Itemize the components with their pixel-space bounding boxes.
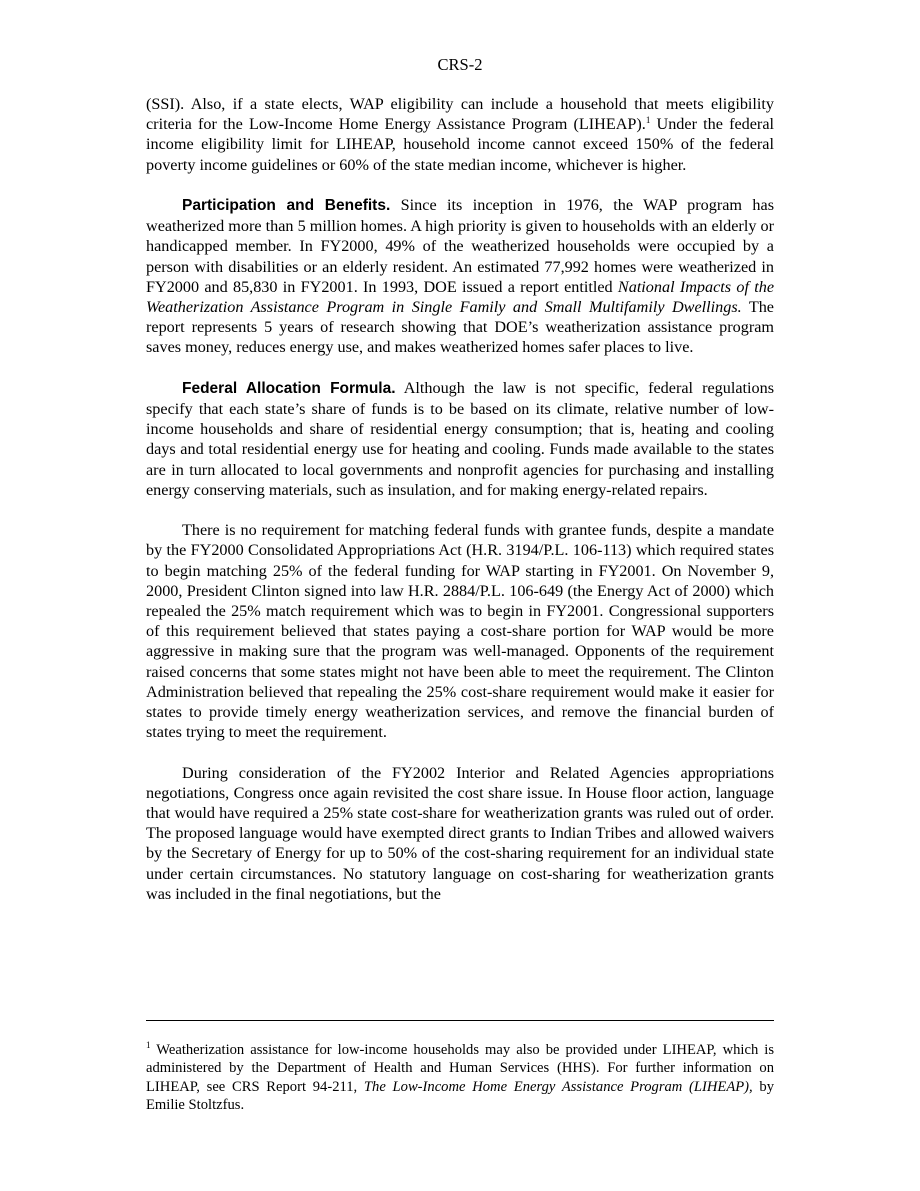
body-text	[146, 94, 774, 924]
footnote-text: Weatherization assistance for low-income households may also be provided under LIHEAP, which is administered by the Department of Health and Human Services (HHS). For further information on LIHEAP, see CRS Report 94-211,	[146, 1042, 774, 1095]
paragraph-participation	[146, 195, 774, 358]
paragraph-allocation	[146, 378, 774, 500]
section-heading-allocation: Federal Allocation Formula.	[182, 379, 396, 397]
paragraph-fy2002: During consideration of the FY2002 Interior and Related Agencies appropriations negotiations, Congress once again revisited the cost share issue. In House floor action, language that would have required a 25% state cost-share for weatherization grants was ruled out of order. The proposed language would have exempted direct grants to Indian Tribes and allowed waivers by the Secretary of Energy for up to 50% of the cost-sharing requirement for an individual state under certain circumstances. No statutory language on cost-sharing for weatherization grants was included in the final negotiations, but the	[146, 763, 774, 903]
footnote-separator	[146, 1020, 774, 1021]
paragraph-text: (SSI). Also, if a state elects, WAP eligibility can include a household that meets eligibility criteria for the Low-Income Home Energy Assistance Program (LIHEAP).	[146, 95, 774, 134]
report-title: National Impacts of the Weatherization Assistance Program in Single Family and Small Multifamily Dwellings.	[146, 277, 775, 317]
paragraph-matching-funds: There is no requirement for matching federal funds with grantee funds, despite a mandate by the FY2000 Consolidated Appropriations Act (H.R. 3194/P.L. 106-113) which required states to begin matching 25% of the federal funding for WAP starting in FY2001. On November 9, 2000, President Clinton signed into law H.R. 2884/P.L. 106-649 (the Energy Act of 2000) which repealed the 25% match requirement which was to begin in FY2001. Congressional supporters of this requirement believed that states paying a cost-share portion for WAP would be more aggressive in making sure that the program was well-managed. Opponents of the requirement raised concerns that some states might not have been able to meet the requirement. The Clinton Administration believed that repealing the 25% cost-share requirement would make it easier for states to provide timely energy weatherization services, and remove the financial burden of states trying to meet the requirement.	[146, 521, 774, 742]
paragraph-text: Since its inception in 1976, the WAP program has weatherized more than 5 million homes. A high priority is given to households with an elderly or handicapped member. In FY2000, 49% of the weatherized households were occupied by a person with disabilities or an elderly resident. An estimated 77,992 homes were weatherized in FY2000 and 85,830 in FY2001. In 1993, DOE issued a report entitled	[146, 196, 774, 296]
section-heading-participation: Participation and Benefits.	[182, 197, 391, 214]
paragraph-text: The report represents 5 years of research showing that DOE’s weatherization assistance program saves money, reduces energy use, and makes weatherized homes safer places to live.	[146, 298, 774, 357]
paragraph-text: Under the federal income eligibility limit for LIHEAP, household income cannot exceed 150% of the federal poverty income guidelines or 60% of the state median income, whichever is higher.	[146, 115, 775, 174]
page-number-header: CRS-2	[437, 55, 483, 74]
footnote-text: by Emilie Stoltzfus.	[146, 1078, 775, 1114]
footnote-report-title: The Low-Income Home Energy Assistance Program (LIHEAP),	[363, 1078, 753, 1095]
footnote	[146, 1041, 774, 1115]
paragraph-eligibility	[146, 94, 774, 175]
footnote-1	[146, 1041, 774, 1115]
footnote-reference[interactable]: 1	[645, 115, 651, 126]
footnote-number: 1	[146, 1040, 151, 1050]
paragraph-text: Although the law is not specific, federal regulations specify that each state’s share of funds is to be based on its climate, relative number of low-income households and share of residential energy consumption; that is, heating and cooling days and total residential energy use for heating and cooling. Funds made available to the states are in turn allocated to local governments and nonprofit agencies for purchasing and installing energy conserving materials, such as insulation, and for making energy-related repairs.	[146, 378, 775, 499]
